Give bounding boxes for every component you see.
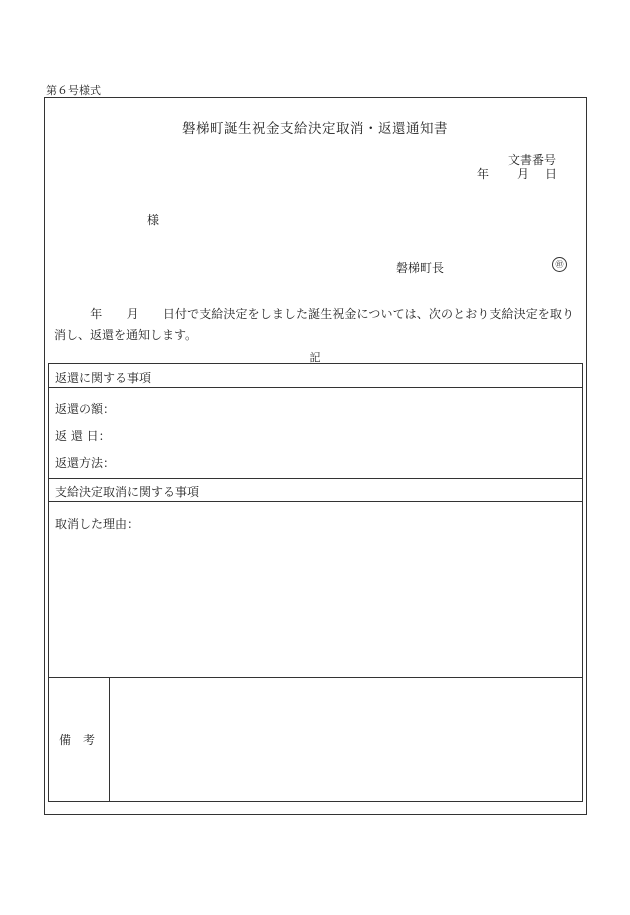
date-month: 月 (517, 167, 530, 181)
addressee-suffix: 様 (147, 213, 160, 227)
table-rule (49, 387, 582, 388)
refund-section-heading: 返還に関する事項 (55, 371, 152, 385)
details-table (48, 363, 583, 802)
document-title: 磐梯町誕生祝金支給決定取消・返還通知書 (182, 121, 448, 137)
refund-date-label: 返 還 日： (55, 429, 111, 443)
table-rule (49, 478, 582, 479)
ki-marker: 記 (309, 351, 321, 364)
refund-amount-label: 返還の額： (55, 402, 116, 416)
date-row (477, 165, 557, 182)
remarks-label: 備 考 (59, 733, 96, 747)
cancel-section-heading: 支給決定取消に関する事項 (55, 485, 200, 499)
doc-number-label: 文書番号 (508, 153, 557, 167)
table-rule (49, 501, 582, 502)
seal-icon: ㊞ (552, 257, 567, 272)
remarks-field (110, 678, 582, 800)
notice-body: 年 月 日付で支給決定をしました誕生祝金については、次のとおり支給決定を取り消し、返還を通知します。 (54, 307, 574, 342)
issuer-name: 磐梯町長 (396, 261, 445, 275)
form-number-label: 第６号様式 (46, 84, 101, 97)
date-year: 年 (477, 167, 490, 181)
refund-method-label: 返還方法： (55, 456, 116, 470)
date-day: 日 (545, 167, 558, 181)
cancel-reason-label: 取消した理由： (55, 517, 140, 531)
